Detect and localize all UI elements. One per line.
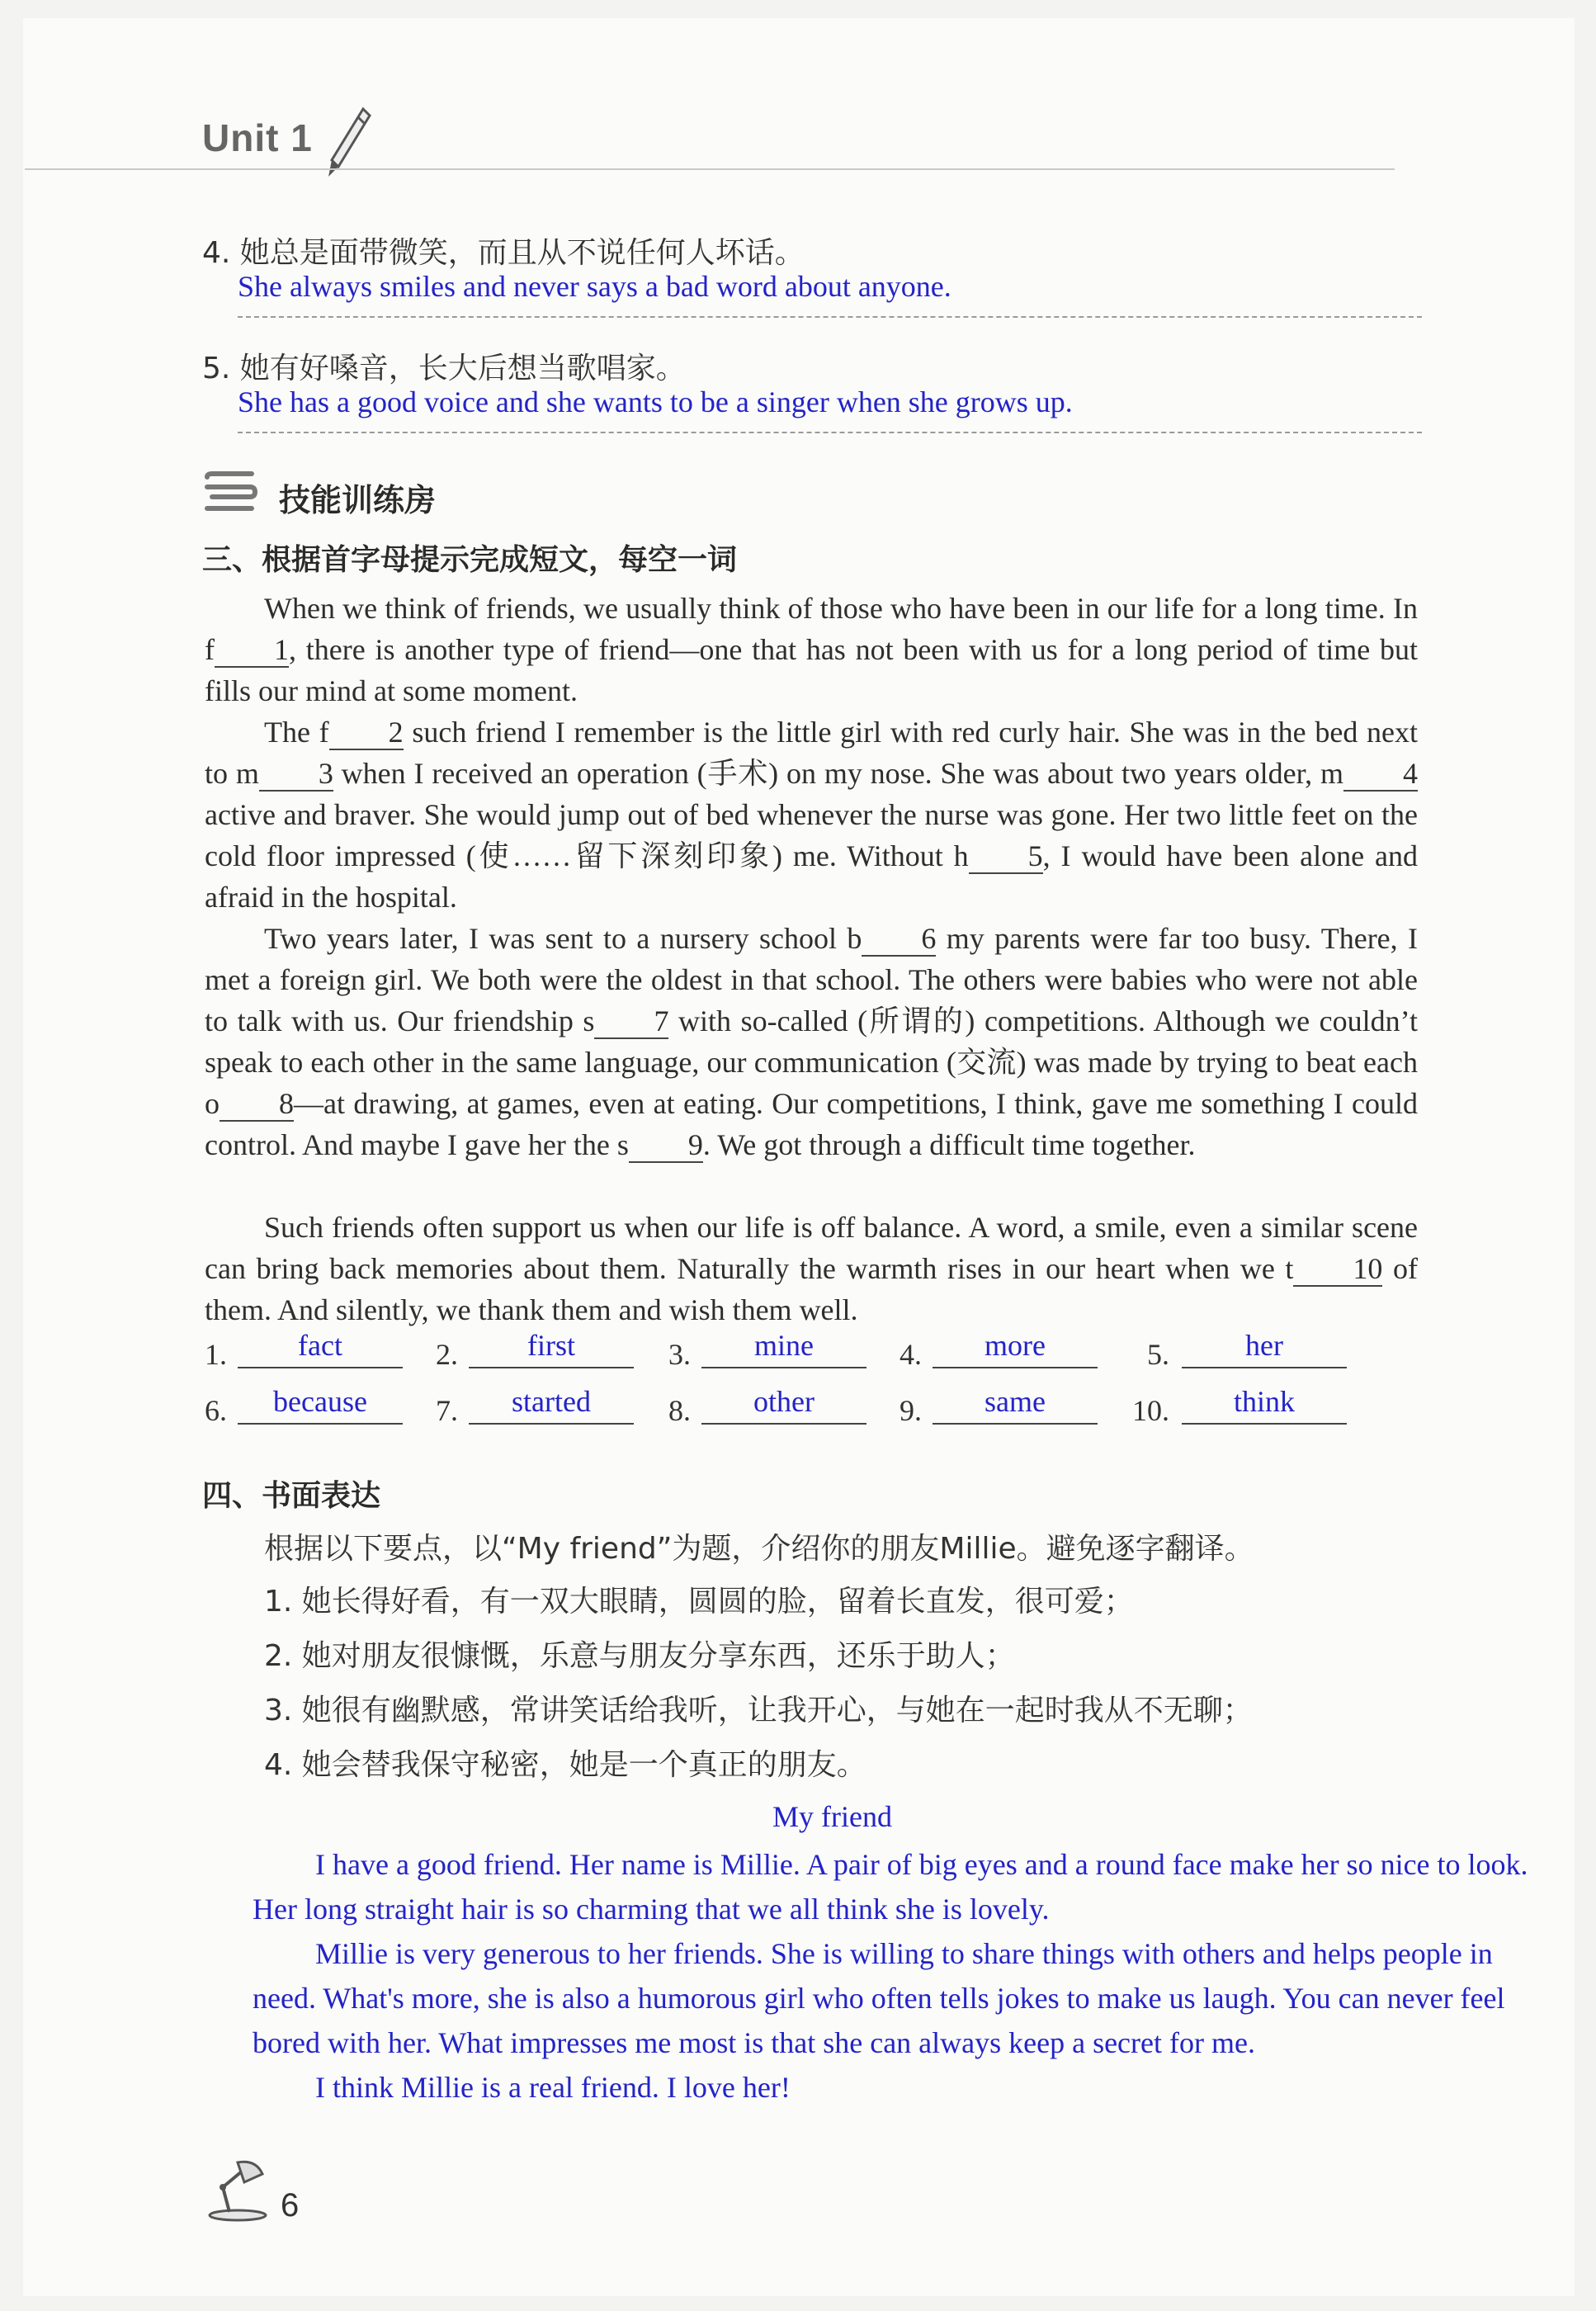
page-number: 6: [281, 2187, 300, 2224]
lamp-icon: [205, 2156, 276, 2222]
answer-field-3: mine: [701, 1330, 866, 1368]
answer-number: 10.: [1132, 1394, 1169, 1427]
answer-field-8: other: [701, 1387, 866, 1425]
answer-line: [238, 432, 1422, 433]
answer-field-2: first: [469, 1330, 634, 1368]
blank-9: 9: [629, 1128, 703, 1163]
translation-answer-5: She has a good voice and she wants to be a singer when she grows up.: [238, 385, 1073, 418]
answer-number: 7.: [436, 1394, 458, 1427]
answer-field-10: think: [1182, 1387, 1347, 1425]
section-title: 技能训练房: [279, 482, 437, 518]
answer-number: 3.: [668, 1338, 691, 1371]
essay-paragraph-1: I have a good friend. Her name is Millie. A pair of big eyes and a round face make her so nice to look. Her long straight hair is so charming that we all think she is lovely.: [253, 1848, 1528, 1926]
blank-7: 7: [594, 1004, 668, 1039]
passage-paragraph-1: When we think of friends, we usually think of those who have been in our life for a long time. In f 1, there is another type of friend—one that has not been with us for a long period of time but fills our mind at some moment.: [205, 592, 1418, 707]
answer-number: 4.: [900, 1338, 922, 1371]
part4-instructions: 根据以下要点，以“My friend”为题，介绍你的朋友Millie。避免逐字翻译。: [264, 1532, 1254, 1566]
essay-point-4: 4. 她会替我保守秘密，她是一个真正的朋友。: [264, 1748, 866, 1782]
essay-title: My friend: [772, 1800, 892, 1833]
passage-paragraph-2: The f 2 such friend I remember is the little girl with red curly hair. She was in the bed next to m 3 when I received an operation (手术) on my nose. She was about two years older, m 4 active and braver. She would jump out of bed whenever the nurse was gone. Her two little feet on the cold floor impressed (使……留下深刻印象) me. Without h 5, I would have been alone and afraid in the hospital.: [205, 716, 1419, 914]
header-rule: [25, 168, 1395, 170]
answer-number: 6.: [205, 1394, 227, 1427]
essay-point-2: 2. 她对朋友很慷慨，乐意与朋友分享东西，还乐于助人；: [264, 1639, 1015, 1673]
essay-point-3: 3. 她很有幽默感，常讲笑话给我听，让我开心，与她在一起时我从不无聊；: [264, 1694, 1253, 1727]
blank-8: 8: [220, 1087, 294, 1122]
passage-paragraph-3: Two years later, I was sent to a nursery school b 6 my parents were far too busy. There, I met a foreign girl. We both were the oldest in that school. The others were babies who were not able to talk with us. Our friendship s 7 with so-called (所谓的) competitions. Although we couldn’t speak to each other in the same language, our communication (交流) was made by trying to beat each o 8—at drawing, at games, even at eating. Our competitions, I think, gave me something I could control. And maybe I gave her the s 9. We got through a difficult time together.: [205, 922, 1418, 1161]
part3-heading: 三、根据首字母提示完成短文，每空一词: [202, 543, 738, 577]
unit-title: Unit 1: [202, 116, 313, 159]
essay-point-1: 1. 她长得好看，有一双大眼睛，圆圆的脸，留着长直发，很可爱；: [264, 1585, 1134, 1619]
answer-number: 9.: [900, 1394, 922, 1427]
answer-number: 8.: [668, 1394, 691, 1427]
answer-field-1: fact: [238, 1330, 403, 1368]
answer-number: 1.: [205, 1338, 227, 1371]
blank-4: 4: [1343, 757, 1418, 792]
blank-2: 2: [329, 716, 404, 750]
answer-field-4: more: [933, 1330, 1098, 1368]
essay-paragraph-3: I think Millie is a real friend. I love her!: [315, 2071, 791, 2104]
answer-line: [238, 316, 1422, 318]
translation-question-5: 5. 她有好嗓音，长大后想当歌唱家。: [202, 352, 686, 385]
blank-10: 10: [1293, 1252, 1382, 1287]
section-icon: [202, 470, 260, 517]
answer-field-9: same: [933, 1387, 1098, 1425]
answer-number: 2.: [436, 1338, 458, 1371]
blank-3: 3: [259, 757, 333, 792]
translation-answer-4: She always smiles and never says a bad word about anyone.: [238, 270, 951, 303]
blank-6: 6: [862, 922, 936, 957]
answer-field-7: started: [469, 1387, 634, 1425]
answer-field-6: because: [238, 1387, 403, 1425]
blank-1: 1: [215, 633, 289, 668]
translation-question-4: 4. 她总是面带微笑，而且从不说任何人坏话。: [202, 236, 805, 270]
essay-paragraph-2: Millie is very generous to her friends. She is willing to share things with others and helps people in need. What's more, she is also a humorous girl who often tells jokes to make us laugh. You can never feel bored with her. What impresses me most is that she can always keep a secret for me.: [253, 1937, 1505, 2059]
passage-paragraph-4: Such friends often support us when our life is off balance. A word, a smile, even a similar scene can bring back memories about them. Naturally the warmth rises in our heart when we t 10 of them. And silently, we thank them and wish them well.: [205, 1211, 1418, 1326]
blank-5: 5: [969, 839, 1043, 874]
answer-field-5: her: [1182, 1330, 1347, 1368]
answer-number: 5.: [1147, 1338, 1169, 1371]
part4-heading: 四、书面表达: [202, 1479, 381, 1513]
